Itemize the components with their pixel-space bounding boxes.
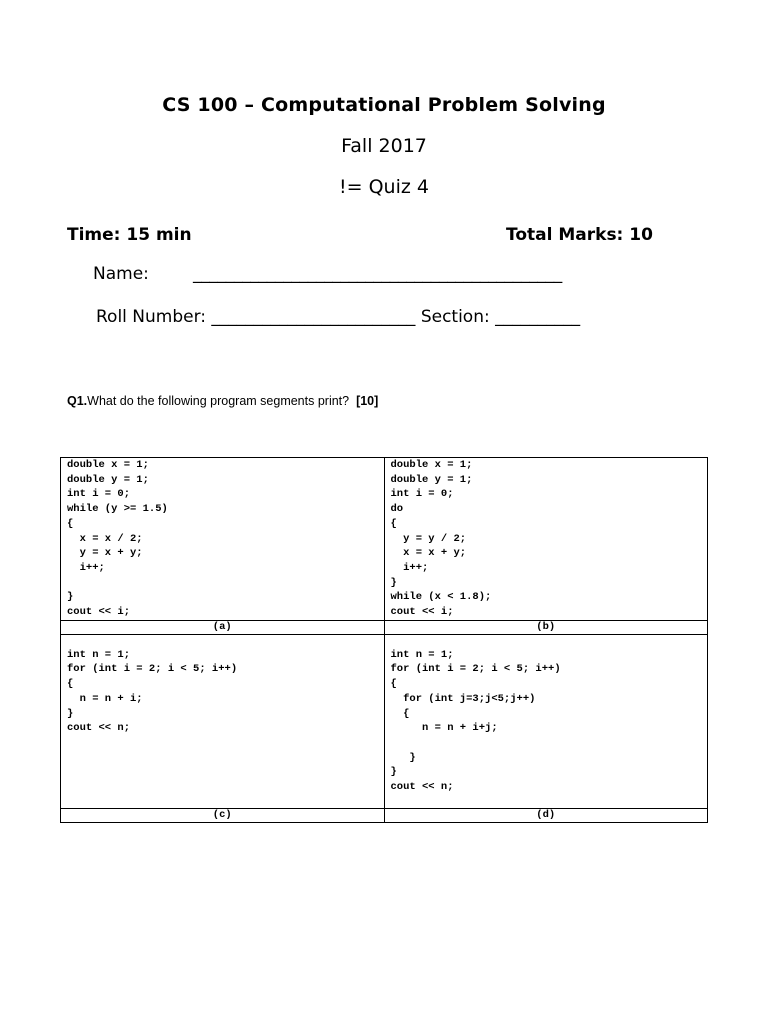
quiz-label: != Quiz 4: [339, 176, 429, 198]
segment-d-code: int n = 1; for (int i = 2; i < 5; i++) { for (int j=3;j<5;j++) { n = n + i+j; } } cout << n;: [390, 648, 561, 794]
table-row: [61, 620, 708, 634]
roll-section-fields: Roll Number: ________________________ Section: __________: [96, 307, 581, 327]
table-row: [61, 458, 708, 621]
time-label: Time: 15 min: [67, 225, 192, 245]
name-field: _____________________________________________: [193, 264, 563, 284]
page-title: CS 100 – Computational Problem Solving: [162, 94, 606, 116]
segment-c-code-cell: [61, 634, 385, 808]
table-row: [61, 634, 708, 808]
segment-d-code-cell: [384, 634, 708, 808]
segment-d-label: (d): [384, 808, 708, 822]
question-text: What do the following program segments print?: [87, 394, 350, 408]
segment-c-label: (c): [61, 808, 385, 822]
segment-b-code: double x = 1; double y = 1; int i = 0; do { y = y / 2; x = x + y; i++; } while (x < 1.8); cout << i;: [390, 459, 492, 619]
segment-a-code: double x = 1; double y = 1; int i = 0; while (y >= 1.5) { x = x / 2; y = x + y; i++; } cout << i;: [67, 459, 168, 619]
name-label: Name:: [93, 264, 149, 284]
segment-b-code-cell: [384, 458, 708, 621]
table-row: [61, 808, 708, 822]
question-number: Q1.: [67, 394, 88, 408]
term-label: Fall 2017: [341, 135, 427, 157]
question-marks: [10]: [356, 394, 379, 408]
code-segments-table: [60, 457, 708, 823]
segment-a-code-cell: [61, 458, 385, 621]
segment-a-label: (a): [61, 620, 385, 634]
question-line: [67, 394, 378, 408]
segment-c-code: int n = 1; for (int i = 2; i < 5; i++) { n = n + i; } cout << n;: [67, 648, 238, 735]
segment-b-label: (b): [384, 620, 708, 634]
total-marks-label: Total Marks: 10: [506, 225, 653, 245]
